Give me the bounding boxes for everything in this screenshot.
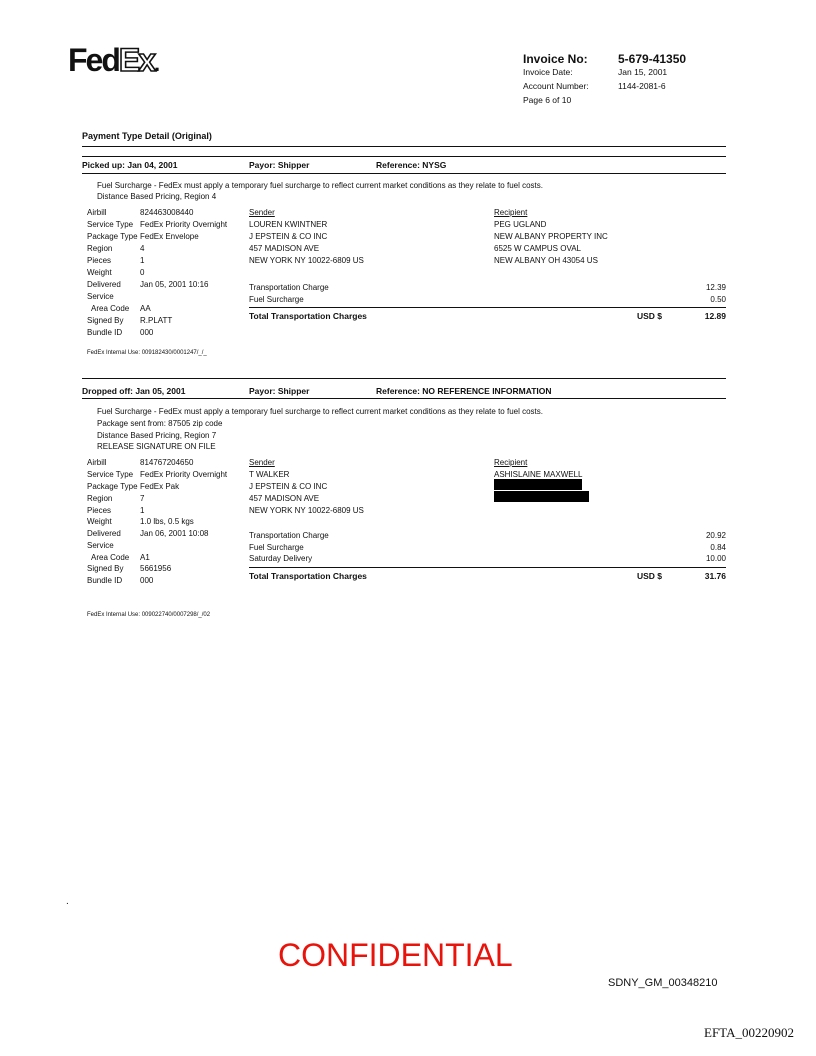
shipment-event: Picked up: Jan 04, 2001: [82, 160, 178, 170]
invoice-date: Jan 15, 2001: [618, 67, 668, 77]
shipment-note: Fuel Surcharge - FedEx must apply a temporary fuel surcharge to reflect current market conditions as they relate to fuel costs.: [97, 181, 543, 190]
shipment-reference: Reference: NO REFERENCE INFORMATION: [376, 386, 552, 396]
sender-line: T WALKER: [249, 470, 290, 479]
divider: [249, 567, 726, 568]
divider: [249, 307, 726, 308]
page-number: Page 6 of 10: [523, 95, 572, 105]
signed-by-label: Signed By: [87, 316, 124, 325]
redaction-bar: [494, 479, 582, 490]
total-label: Total Transportation Charges: [249, 571, 367, 581]
signed-by-value: 5661956: [140, 564, 172, 573]
service-label: Service: [87, 541, 114, 550]
redaction-bar: [494, 491, 589, 502]
charge-label: Saturday Delivery: [249, 554, 313, 563]
recipient-line: NEW ALBANY OH 43054 US: [494, 256, 598, 265]
shipment-event: Dropped off: Jan 05, 2001: [82, 386, 186, 396]
service-type-value: FedEx Priority Overnight: [140, 470, 228, 479]
shipment-payor: Payor: Shipper: [249, 160, 310, 170]
sender-heading: Sender: [249, 208, 275, 217]
internal-use: FedEx Internal Use: 009022740/0007298/_/02: [87, 612, 211, 618]
airbill-value: 814767204650: [140, 458, 194, 467]
recipient-line: ASHISLAINE MAXWELL: [494, 470, 583, 479]
divider: [82, 398, 726, 399]
weight-label: Weight: [87, 268, 112, 277]
invoice-no-label: Invoice No:: [523, 52, 588, 66]
delivered-value: Jan 05, 2001 10:16: [140, 280, 209, 289]
shipment-note: Fuel Surcharge - FedEx must apply a temporary fuel surcharge to reflect current market conditions as they relate to fuel costs.: [97, 407, 543, 416]
package-type-label: Package Type: [87, 232, 138, 241]
total-label: Total Transportation Charges: [249, 311, 367, 321]
delivered-value: Jan 06, 2001 10:08: [140, 529, 209, 538]
signed-by-value: R.PLATT: [140, 316, 173, 325]
pieces-value: 1: [140, 506, 145, 515]
weight-value: 0: [140, 268, 145, 277]
sender-line: LOUREN KWINTNER: [249, 220, 328, 229]
shipment-note: Package sent from: 87505 zip code: [97, 419, 223, 428]
bundle-id-value: 000: [140, 576, 154, 585]
pieces-label: Pieces: [87, 506, 112, 515]
recipient-line: PEG UGLAND: [494, 220, 547, 229]
charge-amount: 0.84: [710, 543, 726, 552]
recipient-heading: Recipient: [494, 208, 528, 217]
sender-heading: Sender: [249, 458, 275, 467]
section-title: Payment Type Detail (Original): [82, 131, 212, 141]
pieces-value: 1: [140, 256, 145, 265]
account-number: 1144-2081-6: [618, 81, 666, 91]
weight-label: Weight: [87, 517, 112, 526]
sender-line: NEW YORK NY 10022-6809 US: [249, 506, 364, 515]
shipment-payor: Payor: Shipper: [249, 386, 310, 396]
invoice-no: 5-679-41350: [618, 52, 687, 66]
package-type-value: FedEx Pak: [140, 482, 180, 491]
region-value: 4: [140, 244, 145, 253]
service-label: Service: [87, 292, 114, 301]
currency-label: USD $: [637, 571, 663, 581]
charge-label: Transportation Charge: [249, 283, 329, 292]
recipient-line: 6525 W CAMPUS OVAL: [494, 244, 581, 253]
bates-number: SDNY_GM_00348210: [608, 977, 718, 989]
currency-label: USD $: [637, 311, 663, 321]
delivered-label: Delivered: [87, 529, 121, 538]
area-code-value: AA: [140, 304, 151, 313]
divider: [82, 173, 726, 174]
airbill-label: Airbill: [87, 208, 107, 217]
shipment-note: RELEASE SIGNATURE ON FILE: [97, 442, 216, 451]
sender-line: J EPSTEIN & CO INC: [249, 482, 328, 491]
charge-amount: 10.00: [705, 554, 726, 563]
sender-line: 457 MADISON AVE: [249, 244, 320, 253]
divider: [82, 146, 726, 147]
region-value: 7: [140, 494, 145, 503]
fedex-logo: FedEx.: [68, 42, 159, 78]
charge-label: Transportation Charge: [249, 531, 329, 540]
bundle-id-label: Bundle ID: [87, 576, 123, 585]
bundle-id-label: Bundle ID: [87, 328, 123, 337]
delivered-label: Delivered: [87, 280, 121, 289]
account-number-label: Account Number:: [523, 81, 589, 91]
efta-number: EFTA_00220902: [704, 1025, 794, 1040]
bundle-id-value: 000: [140, 328, 154, 337]
package-type-value: FedEx Envelope: [140, 232, 199, 241]
shipment-note: Distance Based Pricing, Region 4: [97, 192, 217, 201]
divider: [82, 378, 726, 379]
area-code-value: A1: [140, 553, 150, 562]
invoice-date-label: Invoice Date:: [523, 67, 573, 77]
total-amount: 12.89: [704, 311, 726, 321]
recipient-line: NEW ALBANY PROPERTY INC: [494, 232, 608, 241]
confidential-stamp: CONFIDENTIAL: [278, 937, 513, 973]
pieces-label: Pieces: [87, 256, 112, 265]
recipient-heading: Recipient: [494, 458, 528, 467]
sender-line: J EPSTEIN & CO INC: [249, 232, 328, 241]
charge-amount: 20.92: [705, 531, 726, 540]
charge-amount: 0.50: [710, 295, 726, 304]
shipment-reference: Reference: NYSG: [376, 160, 447, 170]
region-label: Region: [87, 244, 113, 253]
divider: [82, 156, 726, 157]
package-type-label: Package Type: [87, 482, 138, 491]
service-type-label: Service Type: [87, 470, 134, 479]
signed-by-label: Signed By: [87, 564, 124, 573]
charge-label: Fuel Surcharge: [249, 295, 304, 304]
area-code-label: Area Code: [91, 553, 130, 562]
charge-label: Fuel Surcharge: [249, 543, 304, 552]
region-label: Region: [87, 494, 113, 503]
service-type-value: FedEx Priority Overnight: [140, 220, 228, 229]
service-type-label: Service Type: [87, 220, 134, 229]
airbill-value: 824463008440: [140, 208, 194, 217]
shipment-note: Distance Based Pricing, Region 7: [97, 431, 217, 440]
internal-use: FedEx Internal Use: 009182430/0001247/_/_: [87, 350, 207, 356]
total-amount: 31.76: [704, 571, 726, 581]
stray-mark: .: [66, 896, 69, 907]
airbill-label: Airbill: [87, 458, 107, 467]
weight-value: 1.0 lbs, 0.5 kgs: [140, 517, 194, 526]
area-code-label: Area Code: [91, 304, 130, 313]
charge-amount: 12.39: [705, 283, 726, 292]
sender-line: NEW YORK NY 10022-6809 US: [249, 256, 364, 265]
sender-line: 457 MADISON AVE: [249, 494, 320, 503]
